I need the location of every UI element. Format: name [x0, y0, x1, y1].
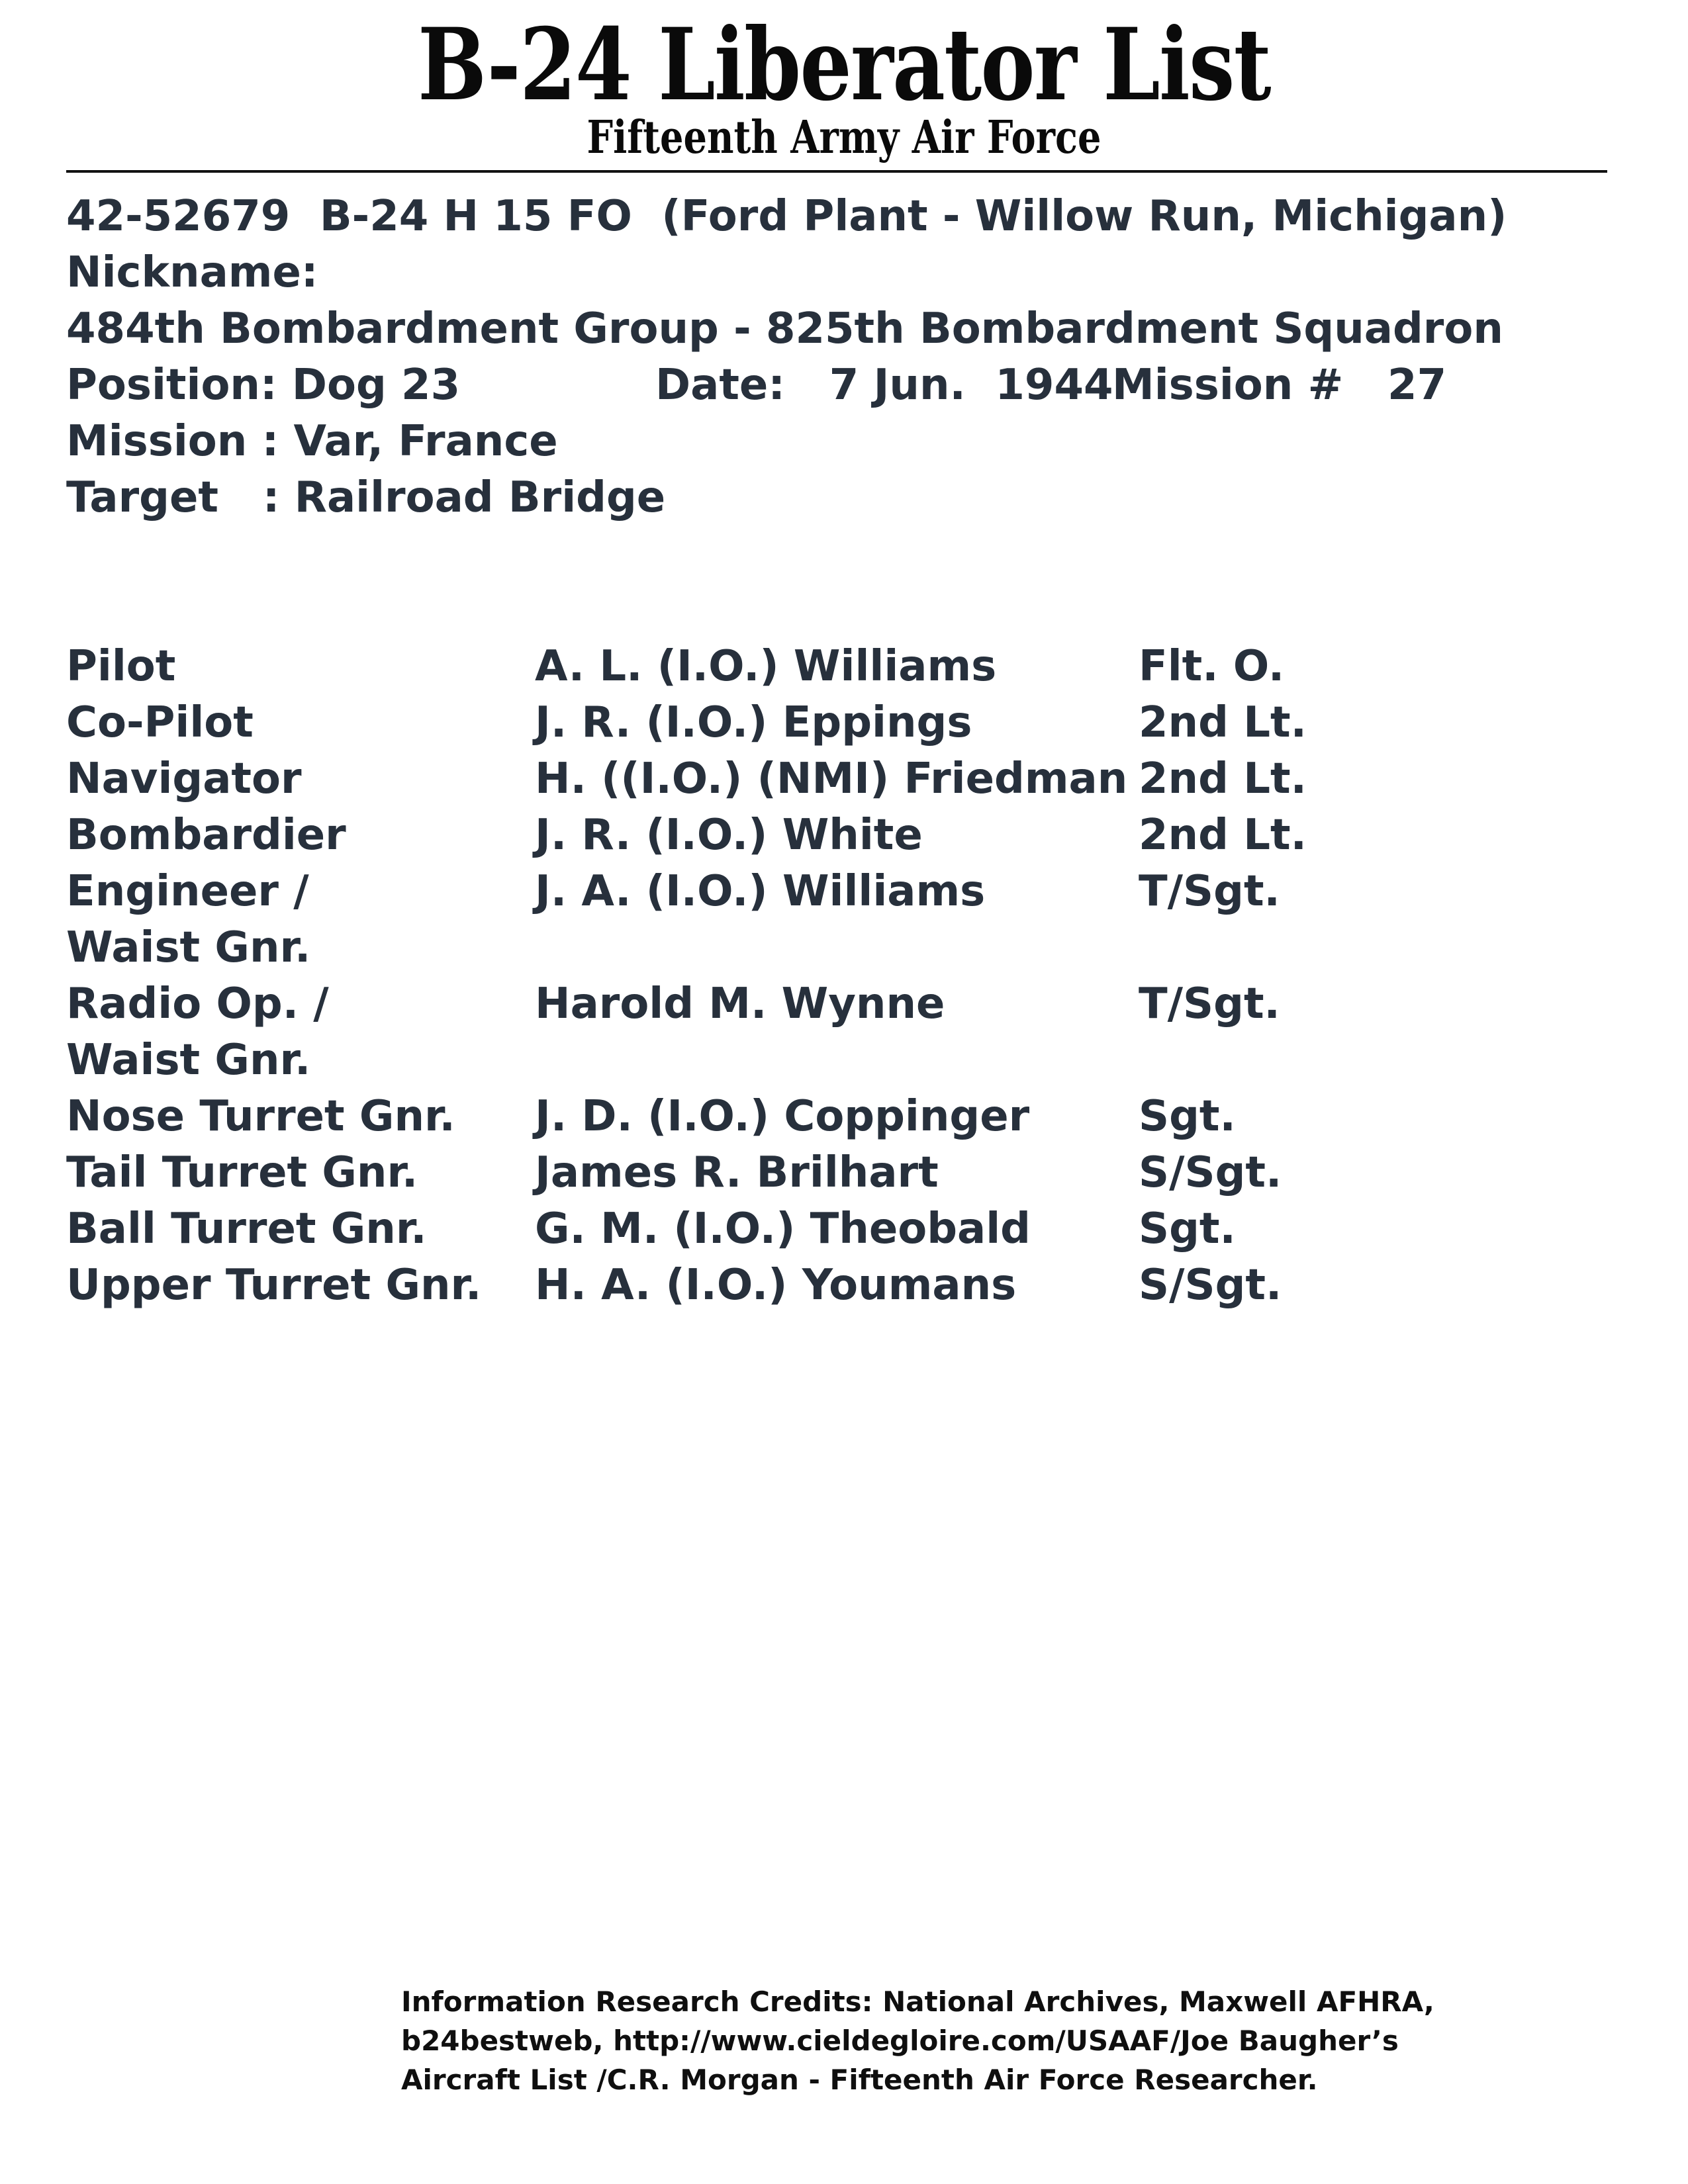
aircraft-serial-line: 42-52679 B-24 H 15 FO (Ford Plant - Willow Run, Michigan) — [66, 192, 1507, 241]
crew-name: Harold M. Wynne — [535, 979, 945, 1028]
credits-line: Information Research Credits: National Archives, Maxwell AFHRA, — [401, 1985, 1434, 2018]
header-divider — [66, 170, 1607, 173]
crew-name: A. L. (I.O.) Williams — [535, 642, 997, 691]
crew-name: James R. Brilhart — [535, 1148, 939, 1197]
crew-role: Ball Turret Gnr. — [66, 1205, 427, 1253]
unit-line: 484th Bombardment Group - 825th Bombardment Squadron — [66, 304, 1503, 353]
position-text: Position: Dog 23 — [66, 361, 461, 410]
crew-name: J. R. (I.O.) Eppings — [535, 698, 972, 747]
crew-name: J. D. (I.O.) Coppinger — [535, 1092, 1030, 1141]
crew-row — [66, 976, 1609, 1089]
crew-role: Nose Turret Gnr. — [66, 1092, 455, 1141]
crew-rank: 2nd Lt. — [1139, 698, 1307, 747]
research-credits — [401, 1982, 1434, 2099]
position-date-row — [66, 357, 1609, 414]
crew-rank: 2nd Lt. — [1139, 754, 1307, 803]
crew-row — [66, 695, 1609, 751]
crew-row — [66, 1089, 1609, 1145]
page-subtitle: Fifteenth Army Air Force — [586, 111, 1102, 164]
crew-row — [66, 807, 1609, 864]
crew-rank: 2nd Lt. — [1139, 811, 1307, 860]
crew-name: H. A. (I.O.) Youmans — [535, 1261, 1017, 1310]
crew-role: Pilot — [66, 642, 176, 691]
crew-row — [66, 1145, 1609, 1201]
crew-row — [66, 864, 1609, 976]
target-line: Target : Railroad Bridge — [66, 473, 666, 522]
mission-number-text: Mission # 27 — [1112, 361, 1447, 410]
crew-name: G. M. (I.O.) Theobald — [535, 1205, 1031, 1253]
credits-line: Aircraft List /C.R. Morgan - Fifteenth Air Force Researcher. — [401, 2064, 1318, 2096]
crew-rank: T/Sgt. — [1139, 867, 1280, 916]
crew-role: Bombardier — [66, 811, 346, 860]
crew-list — [66, 639, 1609, 1314]
credits-line: b24bestweb, http://www.cieldegloire.com/USAAF/Joe Baugher’s — [401, 2025, 1399, 2057]
crew-role: Navigator — [66, 754, 302, 803]
crew-name: J. R. (I.O.) White — [535, 811, 923, 860]
crew-rank: Sgt. — [1139, 1092, 1236, 1141]
crew-rank: S/Sgt. — [1139, 1148, 1282, 1197]
nickname-line: Nickname: — [66, 248, 318, 297]
crew-role: Co-Pilot — [66, 698, 254, 747]
crew-role: Engineer / Waist Gnr. — [66, 867, 311, 972]
crew-role: Upper Turret Gnr. — [66, 1261, 482, 1310]
crew-role: Radio Op. / Waist Gnr. — [66, 979, 329, 1085]
crew-rank: Flt. O. — [1139, 642, 1285, 691]
page-title: B-24 Liberator List — [418, 7, 1270, 123]
crew-name: J. A. (I.O.) Williams — [535, 867, 986, 916]
date-text: Date: 7 Jun. 1944 — [655, 361, 1113, 410]
crew-role: Tail Turret Gnr. — [66, 1148, 418, 1197]
crew-name: H. ((I.O.) (NMI) Friedman — [535, 754, 1128, 803]
crew-row — [66, 639, 1609, 695]
crew-rank: T/Sgt. — [1139, 979, 1280, 1028]
aircraft-info — [66, 189, 1609, 526]
crew-row — [66, 1201, 1609, 1257]
crew-rank: S/Sgt. — [1139, 1261, 1282, 1310]
crew-rank: Sgt. — [1139, 1205, 1236, 1253]
crew-row — [66, 1257, 1609, 1314]
mission-line: Mission : Var, France — [66, 417, 558, 466]
crew-row — [66, 751, 1609, 807]
